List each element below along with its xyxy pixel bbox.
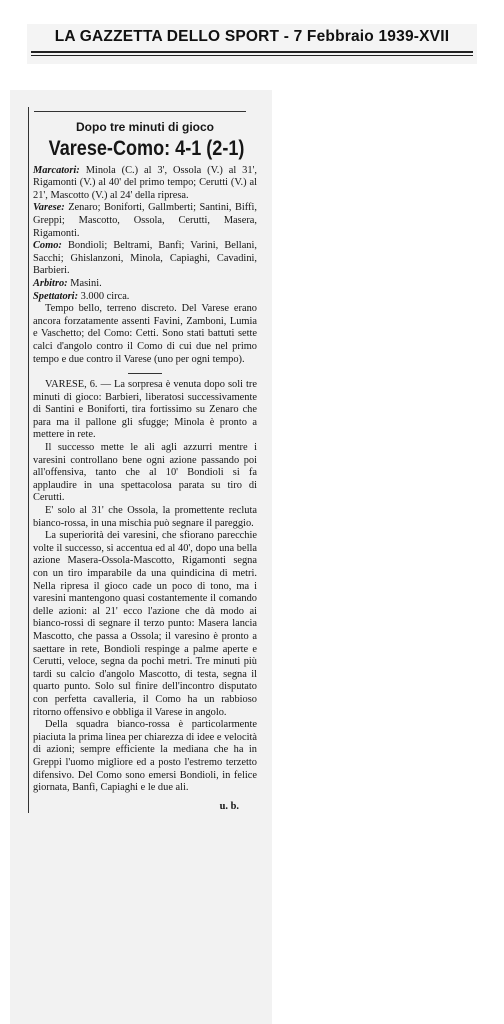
info-text: Bondioli; Beltrami, Banfi; Varini, Bellani, Sacchi; Ghislanzoni, Minola, Capiaghi, Cavadini, Barbieri. — [33, 240, 257, 277]
info-label: Marcatori: — [33, 164, 80, 176]
article-column — [28, 107, 257, 813]
info-label: Arbitro: — [33, 277, 68, 289]
info-varese — [33, 202, 257, 240]
article-kicker: Dopo tre minuti di gioco — [76, 120, 214, 134]
section-divider — [128, 373, 162, 374]
weather-paragraph: Tempo bello, terreno discreto. Del Varese erano ancora forzatamente assenti Favini, Zamboni, Lumia e Vaschetto; del Como: Cetti. Sono stati battuti sette calci d'angolo contro il Como di cui due nel primo tempo e due contro il Varese (uno per ogni tempo). — [33, 303, 257, 365]
info-label: Spettatori: — [33, 290, 79, 302]
info-text: Zenaro; Boniforti, Gallmberti; Santini, Biffi, Greppi; Mascotto, Ossola, Cerutti, Masera, Rigamonti. — [33, 202, 257, 239]
masthead-title: LA GAZZETTA DELLO SPORT - 7 Febbraio 1939-XVII — [54, 28, 450, 45]
info-text: Masini. — [70, 277, 102, 289]
body-paragraph: Della squadra bianco-rossa è particolarmente piaciuta la prima linea per chiarezza di idee e velocità di azioni; sempre efficiente la mediana che ha in Greppi l'uomo migliore ed a posto l'estremo terzetto difensivo. Del Como sono emersi Bondioli, in felice giornata, Banfi, Capiaghi e le due ali. — [33, 719, 257, 794]
info-label: Como: — [33, 240, 62, 252]
author-signature: u. b. — [219, 800, 239, 812]
info-scorers — [33, 165, 257, 203]
masthead-strip — [27, 24, 477, 64]
info-referee — [33, 278, 257, 291]
masthead-rule — [31, 51, 473, 56]
body-paragraph: E' solo al 31' che Ossola, la promettente recluta bianco-rossa, in una mischia può segnare il pareggio. — [33, 505, 257, 529]
info-spectators — [33, 291, 257, 304]
info-text: 3.000 circa. — [80, 290, 130, 302]
article-headline: Varese-Como: 4-1 (2-1) — [48, 136, 245, 160]
body-paragraph: La superiorità dei varesini, che sfiorano parecchie volte il successo, si accentua ed al 40', dopo una bella azione Masera-Ossola-Mascotto, Rigamonti segna con un tiro imparabile da una quindicina di metri. Nella ripresa il gioco cade un poco di tono, ma i varesini mantengono quasi costantemente il comando delle azioni: al 21' ecco l'azione che dà modo ai bianco-rossi di segnare il terzo punto: Masera lancia Mascotto, che passa a Ossola; il varesino è pronto a saettare in rete, Bondioli respinge a palme aperte e Cerutti, veloce, segna da pochi metri. Tre minuti più tardi su calcio d'angolo Mascotto, di testa, segna il quarto punto. Solo sul finire dell'incontro disputato con perfetta cavalleria, il Como ha un rabbioso ritorno offensivo e obbliga il Varese in angolo. — [33, 530, 257, 718]
info-label: Varese: — [33, 202, 65, 214]
body-paragraph: VARESE, 6. — La sorpresa è venuta dopo soli tre minuti di gioco: Barbieri, liberatosi successivamente di Santini e Boniforti, tira fortissimo su Zenaro che para ma il pallone gli sfugge; Minola è pronto a mettere in rete. — [33, 379, 257, 441]
body-paragraph: Il successo mette le ali agli azzurri mentre i varesini controllano bene ogni azione passando poi all'offensiva, tanto che al 10' Bondioli si fa applaudire in una spettacolosa parata su tiro di Cerutti. — [33, 442, 257, 504]
info-como — [33, 240, 257, 278]
info-text: Minola (C.) al 3', Ossola (V.) al 31', Rigamonti (V.) al 40' del primo tempo; Cerutti (V.) al 21', Mascotto (V.) al 24' della ripresa. — [33, 164, 257, 201]
